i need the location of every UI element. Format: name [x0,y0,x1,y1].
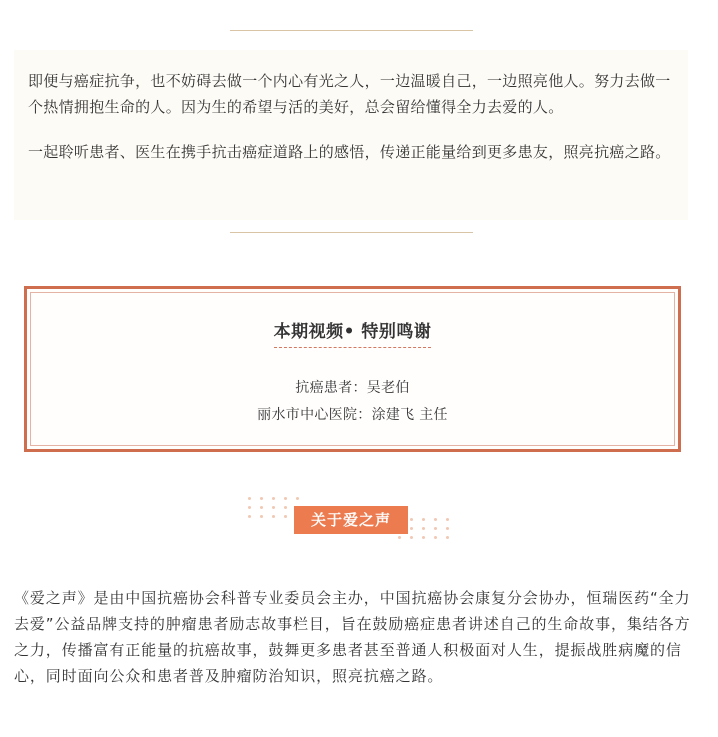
top-divider [230,30,473,31]
decor-dot [272,515,275,518]
decor-dot [398,536,401,539]
intro-paragraph-1: 即便与癌症抗争，也不妨碍去做一个内心有光之人，一边温暖自己，一边照亮他人。努力去做一个热情拥抱生命的人。因为生的希望与活的美好，总会留给懂得全力去爱的人。 [28,72,671,116]
decor-dot [446,518,449,521]
decor-dot [248,515,251,518]
decor-dot [434,518,437,521]
credits-patient: 抗癌患者：吴老伯 [295,380,410,396]
decor-dot [446,527,449,530]
decor-dot [422,536,425,539]
decor-dot [410,518,413,521]
credits-doctor: 丽水市中心医院：涂建飞 主任 [257,407,448,423]
decor-dot [446,536,449,539]
about-body: 《爱之声》是由中国抗癌协会科普专业委员会主办，中国抗癌协会康复分会协办，恒瑞医药“全力去爱”公益品牌支持的肿瘤患者励志故事栏目，旨在鼓励癌症患者讲述自己的生命故事，集结各方之力，传播富有正能量的抗癌故事，鼓舞更多患者甚至普通人积极面对人生，提振战胜病魔的信心，同时面向公众和患者普及肿瘤防治知识，照亮抗癌之路。 [14,589,691,685]
decor-dot [272,506,275,509]
decor-dot [434,527,437,530]
decor-dot [410,536,413,539]
decor-dot [260,497,263,500]
decor-dot [422,518,425,521]
decor-dot [284,515,287,518]
decor-dot [260,506,263,509]
credits-title-text: 本期视频• 特别鸣谢 [274,317,432,348]
about-tag: 关于爱之声 [294,506,408,534]
decor-dot [248,497,251,500]
credits-title [27,317,678,348]
decor-dot [284,497,287,500]
decor-dot [260,515,263,518]
intro-paragraph-2: 一起聆听患者、医生在携手抗击癌症道路上的感悟，传递正能量给到更多患友，照亮抗癌之路。 [28,143,671,161]
decor-dot [434,536,437,539]
decor-dot [248,506,251,509]
decor-dot [410,527,413,530]
bottom-divider [230,232,473,233]
decor-dot [272,497,275,500]
intro-box [14,50,688,220]
decor-dot [296,497,299,500]
decor-dot [284,506,287,509]
decor-dot [422,527,425,530]
credits-frame [24,286,681,452]
